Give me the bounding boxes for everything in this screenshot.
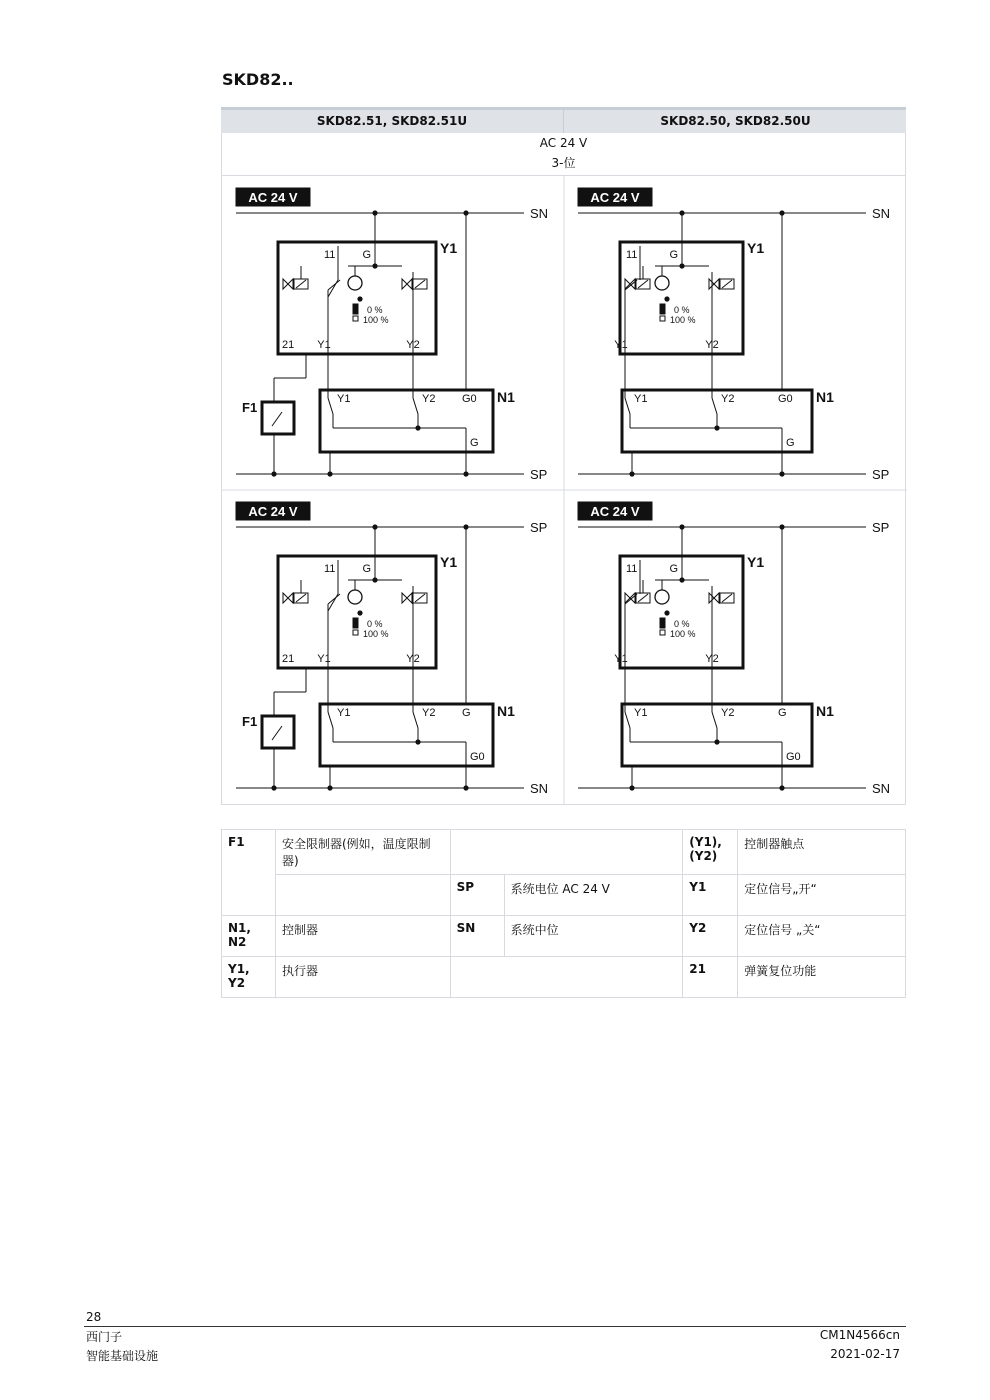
junction-dot: [372, 577, 377, 582]
legend-value: 定位信号 „关“: [738, 916, 906, 957]
junction-dot: [327, 785, 332, 790]
rail-label: SN: [530, 781, 549, 796]
terminal-label: Y2: [406, 339, 420, 351]
valve-icon: [283, 279, 293, 289]
footer-rule: [84, 1326, 906, 1327]
terminal-label: 11: [626, 563, 638, 575]
coil-icon: [296, 280, 306, 288]
terminal-label: Y2: [422, 393, 436, 405]
junction-dot: [327, 471, 332, 476]
contact-switch: [413, 398, 418, 414]
terminal-label: G: [462, 707, 471, 719]
junction-dot: [779, 524, 784, 529]
legend-value: 定位信号„开“: [738, 875, 906, 916]
terminal-label: Y2: [721, 393, 735, 405]
legend-key: 21: [683, 957, 738, 998]
legend-table: [221, 829, 906, 998]
legend-key: F1: [222, 830, 276, 916]
junction-dot: [372, 210, 377, 215]
percent-label: 0 %: [367, 305, 383, 315]
actuator-box-label: Y1: [440, 554, 458, 570]
coil-icon: [415, 594, 425, 602]
terminal-label: 11: [324, 249, 336, 261]
legend-value: 弹簧复位功能: [738, 957, 906, 998]
junction-dot: [664, 296, 669, 301]
ac-badge-label: AC 24 V: [248, 190, 298, 205]
limiter-switch: [272, 412, 282, 426]
junction-dot: [779, 210, 784, 215]
terminal-label: Y1: [634, 707, 648, 719]
terminal-label: Y1: [317, 653, 331, 665]
junction-dot: [372, 263, 377, 268]
motor-icon: [655, 276, 669, 290]
valve-icon: [283, 593, 293, 603]
rail-label: SN: [530, 206, 549, 221]
junction-dot: [629, 471, 634, 476]
contact-switch: [328, 712, 333, 728]
junction-dot: [463, 524, 468, 529]
valve-icon: [625, 593, 635, 603]
junction-dot: [271, 471, 276, 476]
junction-dot: [679, 210, 684, 215]
contact-switch: [413, 712, 418, 728]
terminal-label: G: [470, 437, 479, 449]
rail-label: SP: [530, 520, 548, 535]
terminal-label: G: [778, 707, 787, 719]
terminal-label: 11: [626, 249, 638, 261]
rail-label: SP: [872, 467, 890, 482]
wiring-diagram-svg: [222, 176, 907, 805]
terminal-label: Y1: [614, 339, 628, 351]
percent-label: 100 %: [363, 315, 389, 325]
legend-value: 系统中位: [504, 916, 683, 957]
junction-dot: [463, 210, 468, 215]
ac-badge-label: AC 24 V: [248, 504, 298, 519]
junction-dot: [779, 471, 784, 476]
valve-icon: [709, 279, 719, 289]
page-number: 28: [86, 1310, 102, 1324]
terminal-label: Y2: [422, 707, 436, 719]
coil-icon: [296, 594, 306, 602]
legend-empty: [450, 957, 683, 998]
motor-icon: [348, 276, 362, 290]
terminal-label: G: [786, 437, 795, 449]
terminal-label: 11: [324, 563, 336, 575]
junction-dot: [357, 296, 362, 301]
controller-box-label: N1: [497, 389, 515, 405]
percent-label: 100 %: [670, 629, 696, 639]
junction-dot: [463, 471, 468, 476]
terminal-label: G0: [462, 393, 477, 405]
rail-label: SN: [872, 206, 891, 221]
junction-dot: [271, 785, 276, 790]
switch-icon: [660, 304, 665, 314]
legend-key: N1, N2: [222, 916, 276, 957]
percent-label: 0 %: [674, 305, 690, 315]
legend-key: Y1, Y2: [222, 957, 276, 998]
terminal-label: G: [669, 563, 678, 575]
valve-icon: [402, 593, 412, 603]
terminal-label: Y1: [337, 393, 351, 405]
wiring-diagrams: [221, 176, 906, 805]
terminal-label: Y2: [721, 707, 735, 719]
controller-box-label: N1: [497, 703, 515, 719]
contact-switch: [625, 712, 630, 728]
column-header-left: SKD82.51, SKD82.51U: [316, 114, 468, 128]
limiter-label: F1: [242, 714, 258, 729]
valve-icon: [709, 593, 719, 603]
section-title: SKD82..: [222, 70, 294, 89]
valve-icon: [402, 279, 412, 289]
legend-value: 安全限制器(例如，温度限制器): [275, 830, 450, 875]
actuator-box-label: Y1: [440, 240, 458, 256]
legend-key: Y2: [683, 916, 738, 957]
contact-switch: [328, 594, 340, 604]
contact-switch: [625, 398, 630, 414]
contact-switch: [712, 398, 717, 414]
table-header: [221, 107, 906, 133]
terminal-label: G0: [470, 751, 485, 763]
switch-icon: [353, 316, 358, 321]
motor-icon: [348, 590, 362, 604]
switch-icon: [660, 316, 665, 321]
terminal-label: Y2: [705, 339, 719, 351]
switch-icon: [660, 618, 665, 628]
junction-dot: [779, 785, 784, 790]
terminal-label: Y1: [634, 393, 648, 405]
coil-icon: [415, 280, 425, 288]
valve-icon: [625, 279, 635, 289]
rail-label: SN: [872, 781, 891, 796]
junction-dot: [415, 425, 420, 430]
junction-dot: [357, 610, 362, 615]
switch-icon: [660, 630, 665, 635]
footer-date: 2021-02-17: [830, 1347, 900, 1361]
legend-value: 执行器: [275, 957, 450, 998]
legend-row: [222, 830, 906, 875]
column-header-right: SKD82.50, SKD82.50U: [563, 110, 907, 133]
legend-value: 控制器触点: [738, 830, 906, 875]
junction-dot: [664, 610, 669, 615]
terminal-label: Y2: [705, 653, 719, 665]
coil-icon: [722, 594, 732, 602]
percent-label: 100 %: [363, 629, 389, 639]
switch-icon: [353, 304, 358, 314]
terminal-label: Y2: [406, 653, 420, 665]
legend-key: (Y1), (Y2): [683, 830, 738, 875]
limiter-switch: [272, 726, 282, 740]
actuator-box-y1: [278, 556, 436, 668]
junction-dot: [679, 577, 684, 582]
footer-doc-id: CM1N4566cn: [819, 1328, 900, 1342]
controller-box-label: N1: [816, 389, 834, 405]
legend-key: SP: [450, 875, 504, 916]
terminal-label: Y1: [337, 707, 351, 719]
percent-label: 0 %: [674, 619, 690, 629]
footer-division: 智能基础设施: [86, 1349, 159, 1363]
junction-dot: [714, 739, 719, 744]
junction-dot: [463, 785, 468, 790]
ac-badge-label: AC 24 V: [590, 504, 640, 519]
footer-company: 西门子: [86, 1330, 123, 1344]
junction-dot: [714, 425, 719, 430]
terminal-label: Y1: [614, 653, 628, 665]
terminal-label: G: [362, 563, 371, 575]
legend-row: [222, 875, 906, 916]
ac-badge-label: AC 24 V: [590, 190, 640, 205]
terminal-label: 21: [282, 339, 295, 351]
legend-key: SN: [450, 916, 504, 957]
switch-icon: [353, 618, 358, 628]
actuator-box-y1: [278, 242, 436, 354]
actuator-box-label: Y1: [747, 240, 765, 256]
supply-voltage: AC 24 V: [539, 136, 588, 150]
percent-label: 0 %: [367, 619, 383, 629]
rail-label: SP: [530, 467, 548, 482]
junction-dot: [679, 524, 684, 529]
terminal-label: 21: [282, 653, 295, 665]
terminal-label: G: [669, 249, 678, 261]
switch-icon: [353, 630, 358, 635]
legend-row: [222, 957, 906, 998]
contact-switch: [328, 280, 340, 290]
legend-value: 控制器: [275, 916, 450, 957]
terminal-label: G0: [778, 393, 793, 405]
legend-empty: [275, 875, 450, 916]
legend-empty: [450, 830, 683, 875]
motor-icon: [655, 590, 669, 604]
legend-key: Y1: [683, 875, 738, 916]
contact-switch: [328, 398, 333, 414]
coil-icon: [722, 280, 732, 288]
coil-icon: [638, 594, 648, 602]
coil-icon: [638, 280, 648, 288]
supply-row: [221, 133, 906, 176]
junction-dot: [372, 524, 377, 529]
percent-label: 100 %: [670, 315, 696, 325]
controller-box-label: N1: [816, 703, 834, 719]
actuator-box-label: Y1: [747, 554, 765, 570]
limiter-label: F1: [242, 400, 258, 415]
terminal-label: G0: [786, 751, 801, 763]
contact-switch: [712, 712, 717, 728]
supply-mode: 3-位: [551, 156, 576, 170]
legend-row: [222, 916, 906, 957]
terminal-label: G: [362, 249, 371, 261]
terminal-label: Y1: [317, 339, 331, 351]
junction-dot: [629, 785, 634, 790]
legend-value: 系统电位 AC 24 V: [504, 875, 683, 916]
rail-label: SP: [872, 520, 890, 535]
junction-dot: [415, 739, 420, 744]
junction-dot: [679, 263, 684, 268]
